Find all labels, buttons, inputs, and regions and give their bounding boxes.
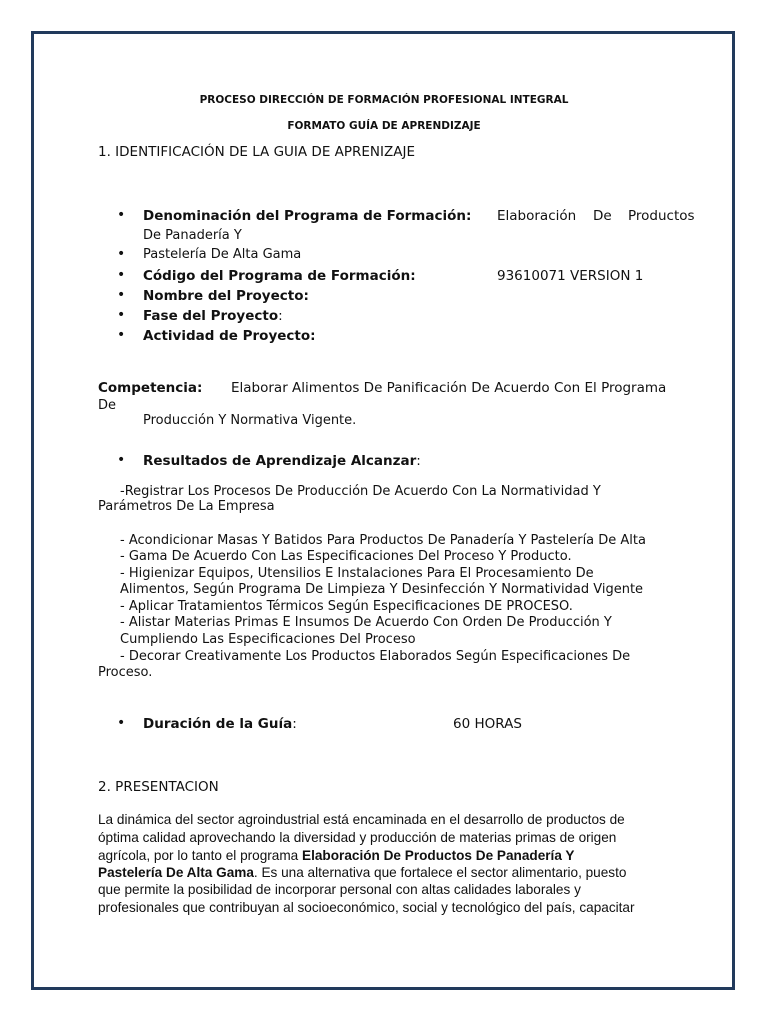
resultado-line: - Acondicionar Masas Y Batidos Para Productos De Panadería Y Pastelería De Alta [120,533,646,548]
resultado-line: Proceso. [98,665,153,680]
fase-colon: : [278,308,283,324]
resultado-line: -Registrar Los Procesos De Producción De Acuerdo Con La Normatividad Y [120,484,601,499]
bullet-icon: • [117,267,126,283]
programa-continuation: De Panadería Y [143,228,242,243]
presentacion-line: que permite la posibilidad de incorporar personal con altas calidades laborales y [98,882,581,897]
bullet-icon: • [117,327,126,343]
programa-value-a: Elaboración [497,208,577,224]
section2-title: 2. PRESENTACION [98,779,219,795]
resultado-line: - Gama De Acuerdo Con Las Especificaciones Del Proceso Y Producto. [120,549,572,564]
competencia-text-2: De [98,398,117,413]
presentacion-text: . Es una alternativa que fortalece el sector alimentario, puesto [253,865,627,880]
competencia-text-3: Producción Y Normativa Vigente. [143,413,357,428]
programa-value-c: Productos [628,208,695,224]
programa-value-b: De [593,208,612,224]
header-line-2: FORMATO GUÍA DE APRENDIZAJE [287,120,481,132]
duracion-colon: : [292,716,297,732]
bullet-icon: • [117,715,126,731]
bullet-icon: • [117,307,126,323]
presentacion-text: agrícola, por lo tanto el programa [98,848,303,863]
competencia-text-1: Elaborar Alimentos De Panificación De Acuerdo Con El Programa [231,380,667,396]
section1-title: 1. IDENTIFICACIÓN DE LA GUIA DE APRENIZAJE [98,144,415,160]
fase-label: Fase del Proyecto [143,308,279,324]
bullet-icon: • [117,287,126,303]
proyecto-label: Nombre del Proyecto: [143,288,309,304]
programa-label: Denominación del Programa de Formación: [143,208,472,224]
programa-name-bold: Elaboración De Productos De Panadería Y [302,848,575,863]
presentacion-line: profesionales que contribuyan al socioeconómico, social y tecnológico del país, capacitar [98,900,635,915]
resultado-line: - Higienizar Equipos, Utensilios E Instalaciones Para El Procesamiento De [120,566,594,581]
competencia-label: Competencia: [98,380,203,396]
programa-name-bold: Pastelería De Alta Gama [98,865,254,880]
bullet-icon: • [117,452,126,468]
resultado-line: Alimentos, Según Programa De Limpieza Y Desinfección Y Normatividad Vigente [120,582,644,597]
pasteleria-text: Pastelería De Alta Gama [143,247,302,262]
actividad-label: Actividad de Proyecto: [143,328,316,344]
resultado-line: - Alistar Materias Primas E Insumos De Acuerdo Con Orden De Producción Y [120,615,612,630]
resultado-line: - Decorar Creativamente Los Productos Elaborados Según Especificaciones De [120,649,631,664]
presentacion-line: óptima calidad aprovechando la diversidad y producción de materias primas de origen [98,830,617,845]
bullet-icon: • [117,246,126,262]
resultado-line: Cumpliendo Las Especificaciones Del Proceso [120,632,416,647]
codigo-value: 93610071 VERSION 1 [497,268,644,284]
codigo-label: Código del Programa de Formación: [143,268,416,284]
duracion-value: 60 HORAS [453,716,522,732]
resultado-line: - Aplicar Tratamientos Térmicos Según Especificaciones DE PROCESO. [120,599,573,614]
bullet-icon: • [117,207,126,223]
resultados-label: Resultados de Aprendizaje Alcanzar [143,453,417,469]
header-line-1: PROCESO DIRECCIÓN DE FORMACIÓN PROFESIONAL INTEGRAL [199,94,569,106]
duracion-label: Duración de la Guía [143,716,293,732]
presentacion-line: La dinámica del sector agroindustrial está encaminada en el desarrollo de productos de [98,812,625,827]
resultado-line: Parámetros De La Empresa [98,499,275,514]
resultados-colon: : [416,453,421,469]
